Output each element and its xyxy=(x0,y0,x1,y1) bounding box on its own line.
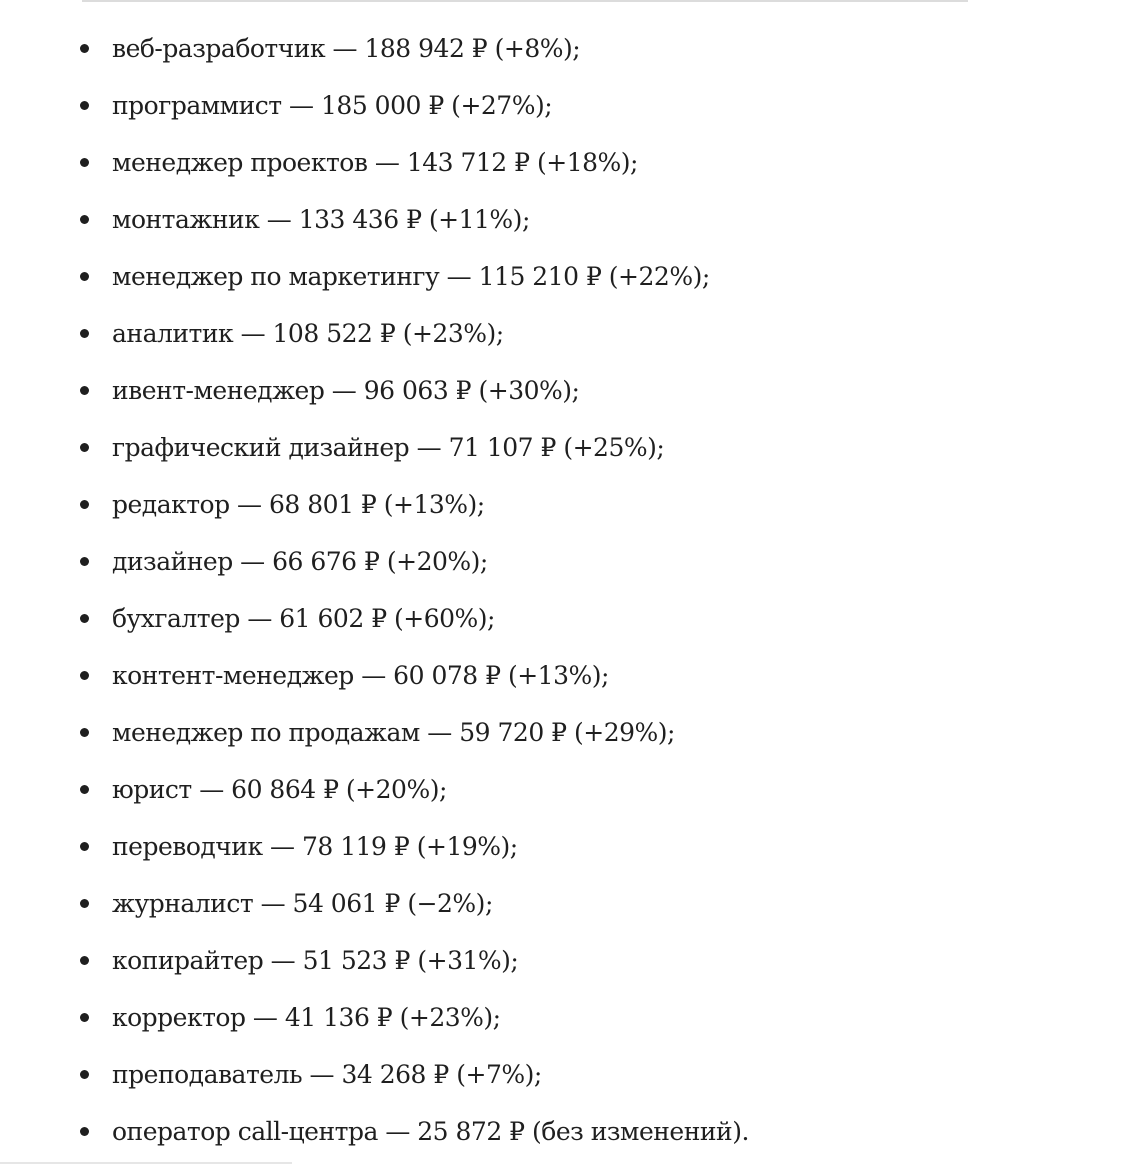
list-item-text: менеджер по продажам — 59 720 ₽ (+29%); xyxy=(112,718,675,747)
list-item xyxy=(78,533,1118,590)
list-item xyxy=(78,305,1118,362)
list-item-text: юрист — 60 864 ₽ (+20%); xyxy=(112,775,447,804)
list-item-text: контент-менеджер — 60 078 ₽ (+13%); xyxy=(112,661,609,690)
list-item xyxy=(78,818,1118,875)
list-item xyxy=(78,1046,1118,1103)
list-item-text: оператор call-центра — 25 872 ₽ (без изменений). xyxy=(112,1117,749,1146)
bullet-icon xyxy=(80,956,89,965)
list-item xyxy=(78,476,1118,533)
list-item-text: журналист — 54 061 ₽ (−2%); xyxy=(112,889,493,918)
bullet-icon xyxy=(80,614,89,623)
bullet-icon xyxy=(80,101,89,110)
top-divider xyxy=(82,0,968,2)
bullet-icon xyxy=(80,443,89,452)
list-item xyxy=(78,20,1118,77)
list-item-text: графический дизайнер — 71 107 ₽ (+25%); xyxy=(112,433,665,462)
list-item-text: копирайтер — 51 523 ₽ (+31%); xyxy=(112,946,519,975)
bullet-icon xyxy=(80,158,89,167)
bullet-icon xyxy=(80,842,89,851)
list-item-text: монтажник — 133 436 ₽ (+11%); xyxy=(112,205,530,234)
bullet-icon xyxy=(80,386,89,395)
list-item-text: ивент-менеджер — 96 063 ₽ (+30%); xyxy=(112,376,580,405)
list-item xyxy=(78,1103,1118,1160)
list-item-text: аналитик — 108 522 ₽ (+23%); xyxy=(112,319,504,348)
bullet-icon xyxy=(80,500,89,509)
list-item-text: дизайнер — 66 676 ₽ (+20%); xyxy=(112,547,488,576)
list-item xyxy=(78,419,1118,476)
list-item xyxy=(78,134,1118,191)
bullet-icon xyxy=(80,44,89,53)
list-item-text: корректор — 41 136 ₽ (+23%); xyxy=(112,1003,501,1032)
list-item-text: преподаватель — 34 268 ₽ (+7%); xyxy=(112,1060,542,1089)
list-item-text: веб-разработчик — 188 942 ₽ (+8%); xyxy=(112,34,581,63)
salary-list xyxy=(78,20,1118,1160)
list-item-text: программист — 185 000 ₽ (+27%); xyxy=(112,91,553,120)
list-item xyxy=(78,362,1118,419)
list-item-text: менеджер проектов — 143 712 ₽ (+18%); xyxy=(112,148,638,177)
list-item xyxy=(78,248,1118,305)
list-item xyxy=(78,704,1118,761)
list-item xyxy=(78,932,1118,989)
bullet-icon xyxy=(80,215,89,224)
bullet-icon xyxy=(80,671,89,680)
list-item xyxy=(78,761,1118,818)
list-item xyxy=(78,989,1118,1046)
list-item-text: бухгалтер — 61 602 ₽ (+60%); xyxy=(112,604,495,633)
bullet-icon xyxy=(80,785,89,794)
bullet-icon xyxy=(80,899,89,908)
list-item-text: менеджер по маркетингу — 115 210 ₽ (+22%); xyxy=(112,262,710,291)
list-item xyxy=(78,875,1118,932)
bullet-icon xyxy=(80,1013,89,1022)
bullet-icon xyxy=(80,1127,89,1136)
bullet-icon xyxy=(80,728,89,737)
list-item xyxy=(78,647,1118,704)
bullet-icon xyxy=(80,329,89,338)
bullet-icon xyxy=(80,1070,89,1079)
list-item xyxy=(78,590,1118,647)
list-item-text: редактор — 68 801 ₽ (+13%); xyxy=(112,490,485,519)
list-item xyxy=(78,77,1118,134)
list-item-text: переводчик — 78 119 ₽ (+19%); xyxy=(112,832,518,861)
list-item xyxy=(78,191,1118,248)
bullet-icon xyxy=(80,272,89,281)
bullet-icon xyxy=(80,557,89,566)
